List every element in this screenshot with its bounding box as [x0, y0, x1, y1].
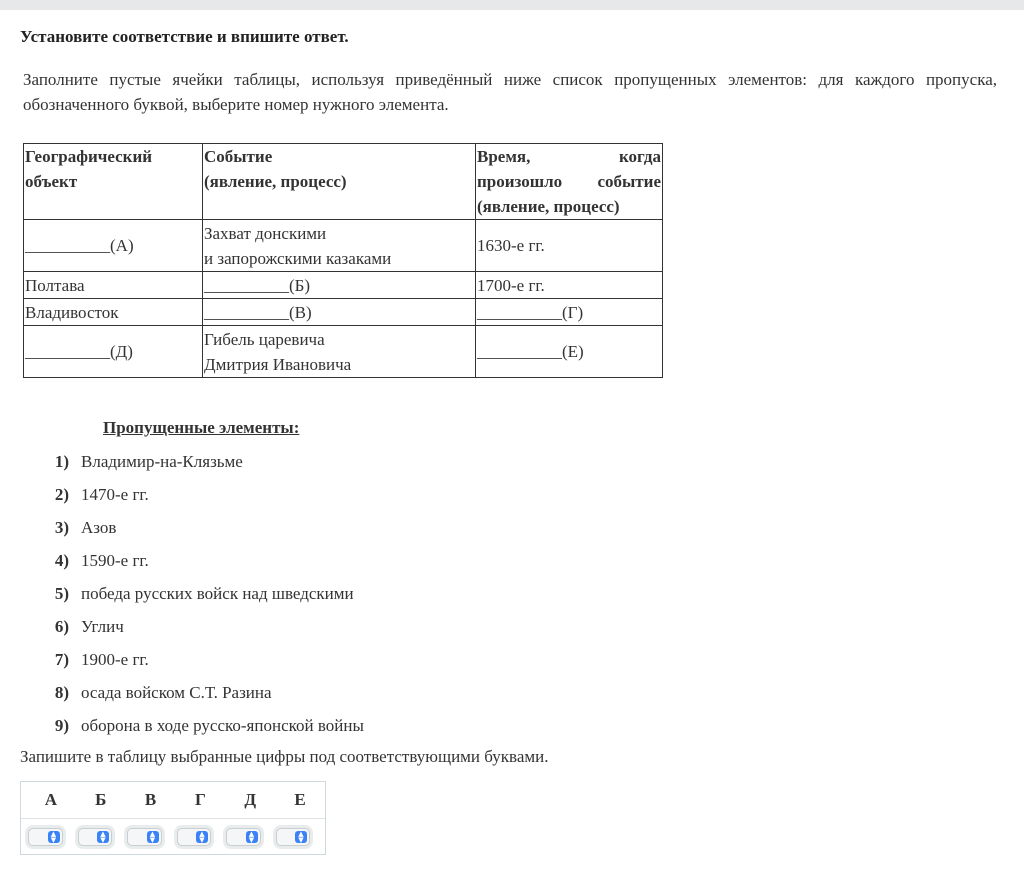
answer-select-d[interactable] [226, 828, 261, 846]
cell-time: __________(Е) [476, 326, 663, 378]
answer-select-a[interactable] [28, 828, 63, 846]
missing-elements-list [23, 449, 364, 746]
answer-letter: Е [294, 790, 306, 809]
answer-select-b[interactable] [78, 828, 113, 846]
cell-event: Захват донскими и запорожскими казаками [203, 220, 476, 272]
answer-select-e[interactable] [276, 828, 311, 846]
list-item: 1) Владимир-на-Клязьме [54, 452, 243, 471]
task-title: Установите соответствие и впишите ответ. [20, 27, 349, 46]
list-item: 4) 1590-е гг. [54, 551, 149, 570]
cell-event: __________(В) [203, 299, 476, 326]
header-geo-object: Географический объект [24, 144, 203, 220]
cell-geo: Владивосток [24, 299, 203, 326]
answer-letter: А [44, 790, 58, 809]
table-header-row [24, 144, 663, 220]
missing-elements-title: Пропущенные элементы: [103, 418, 300, 437]
cell-geo: Полтава [24, 272, 203, 299]
cell-geo: __________(А) [24, 220, 203, 272]
answer-select-v[interactable] [127, 828, 162, 846]
answer-select-g[interactable] [177, 828, 212, 846]
cell-event: __________(Б) [203, 272, 476, 299]
select-arrows-icon: ▲ ▼ [196, 831, 208, 843]
cell-geo: __________(Д) [24, 326, 203, 378]
list-item: 9) оборона в ходе русско-японской войны [54, 716, 364, 735]
answer-letter: Б [95, 790, 107, 809]
instruction-text: Заполните пустые ячейки таблицы, используя приведённый ниже список пропущенных элементов: для каждого пропуска, обозначенного буквой, выберите номер нужного элемента. [23, 70, 997, 114]
select-arrows-icon: ▲ ▼ [48, 831, 60, 843]
table-row [24, 326, 663, 378]
answer-letter: Д [244, 790, 257, 809]
select-arrows-icon: ▲ ▼ [246, 831, 258, 843]
select-arrows-icon: ▲ ▼ [97, 831, 109, 843]
write-instruction: Запишите в таблицу выбранные цифры под соответствующими буквами. [20, 747, 549, 766]
answer-selects-row [21, 819, 325, 855]
list-item: 8) осада войском С.Т. Разина [54, 683, 272, 702]
cell-event: Гибель царевича Дмитрия Ивановича [203, 326, 476, 378]
cell-time: 1700-е гг. [476, 272, 663, 299]
select-arrows-icon: ▲ ▼ [147, 831, 159, 843]
list-item: 2) 1470-е гг. [54, 485, 149, 504]
answer-letters-row [21, 782, 325, 819]
cell-time: __________(Г) [476, 299, 663, 326]
header-time: Время, когда произошло событие (явление, процесс) [476, 144, 663, 220]
table-row [24, 220, 663, 272]
select-arrows-icon: ▲ ▼ [295, 831, 307, 843]
list-item: 5) победа русских войск над шведскими [54, 584, 354, 603]
table-row [24, 272, 663, 299]
top-bar [0, 0, 1024, 10]
match-table [23, 143, 663, 378]
table-row [24, 299, 663, 326]
cell-time: 1630-е гг. [476, 220, 663, 272]
answer-letter: Г [194, 790, 206, 809]
list-item: 3) Азов [54, 518, 117, 537]
header-event: Событие (явление, процесс) [203, 144, 476, 220]
list-item: 7) 1900-е гг. [54, 650, 149, 669]
list-item: 6) Углич [54, 617, 124, 636]
answer-letter: В [144, 790, 157, 809]
answer-table [20, 781, 326, 855]
